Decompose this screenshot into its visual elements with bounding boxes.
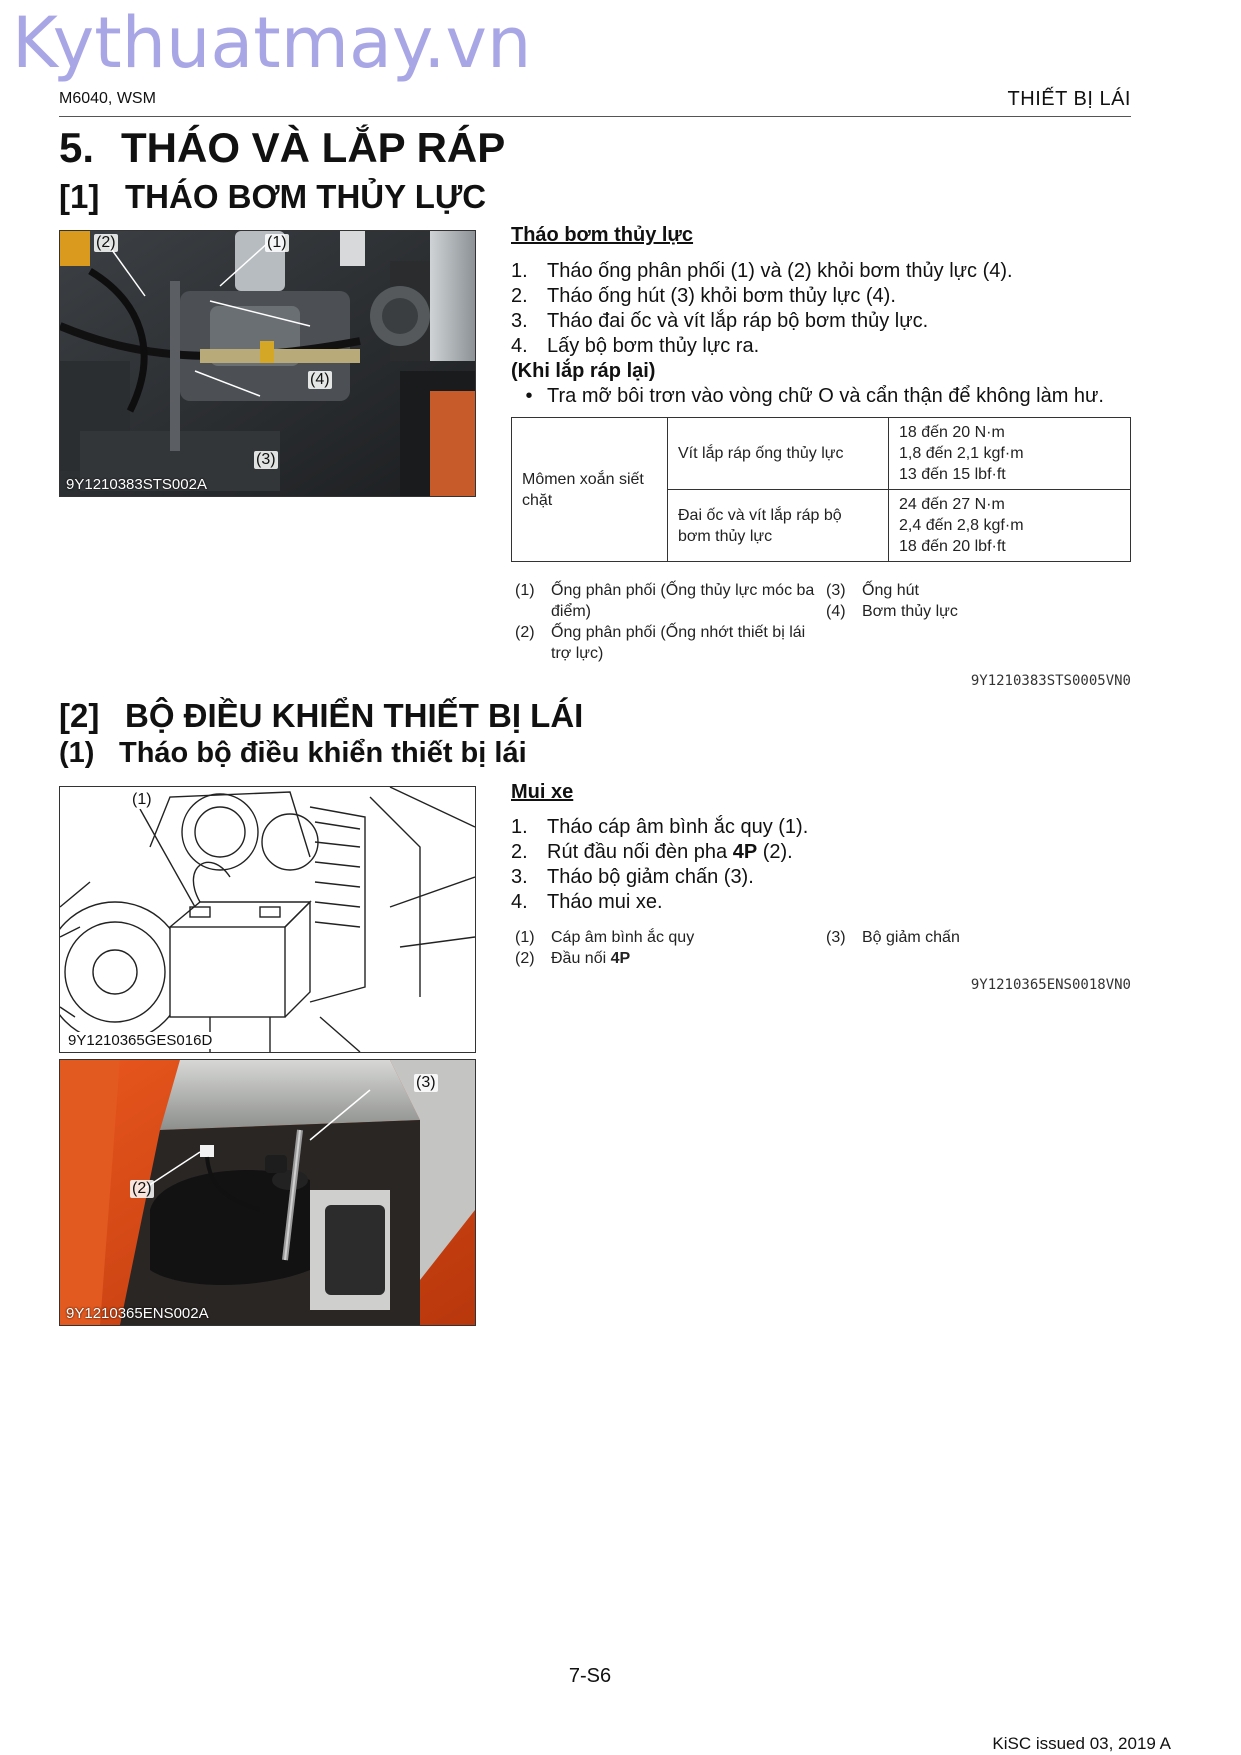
figure-code: 9Y1210365ENS002A xyxy=(66,1305,209,1322)
legend-item: (3) Ống hút xyxy=(826,582,919,599)
battery-drawing xyxy=(59,786,476,1053)
callout-3: (3) xyxy=(256,451,276,468)
subsection-heading xyxy=(59,737,527,770)
subsection-title: Tháo bộ điều khiển thiết bị lái xyxy=(119,737,527,769)
figure-code: 9Y1210383STS002A xyxy=(66,476,207,493)
reassembly-note: • Tra mỡ bôi trơn vào vòng chữ O và cẩn thận để không làm hư. xyxy=(525,385,1104,407)
step-item: 2. Tháo ống hút (3) khỏi bơm thủy lực (4). xyxy=(511,285,896,307)
part2-heading xyxy=(59,697,583,735)
part1-heading xyxy=(59,178,486,216)
callout-2: (2) xyxy=(132,1180,152,1197)
torque-values: 18 đến 20 N·m 1,8 đến 2,1 kgf·m 13 đến 15 lbf·ft xyxy=(889,418,1131,490)
figure-code: 9Y1210365GES016D xyxy=(68,1032,213,1049)
legend-item: (2) Ống phân phối (Ống nhớt thiết bị lái trợ lực) xyxy=(515,624,806,662)
step-item: 4. Lấy bộ bơm thủy lực ra. xyxy=(511,335,760,357)
torque-item: Đai ốc và vít lắp ráp bộ bơm thủy lực xyxy=(668,490,889,562)
torque-values: 24 đến 27 N·m 2,4 đến 2,8 kgf·m 18 đến 20 lbf·ft xyxy=(889,490,1131,562)
procedure-title: Mui xe xyxy=(511,781,574,803)
reassembly-title: (Khi lắp ráp lại) xyxy=(511,360,656,382)
step-item: 3. Tháo bộ giảm chấn (3). xyxy=(511,866,754,888)
part2-number: [2] xyxy=(59,697,100,734)
callout-1: (1) xyxy=(267,234,287,251)
subsection-number: (1) xyxy=(59,737,95,769)
legend-right xyxy=(826,580,1126,622)
doc-code: 9Y1210383STS0005VN0 xyxy=(970,673,1131,689)
issued-note: KiSC issued 03, 2019 A xyxy=(992,1734,1171,1753)
procedure-steps xyxy=(511,259,1131,409)
header-chapter: THIẾT BỊ LÁI xyxy=(1007,88,1131,110)
step-item: 3. Tháo đai ốc và vít lắp ráp bộ bơm thủy lực. xyxy=(511,310,929,332)
section-number: 5. xyxy=(59,124,95,171)
legend-left xyxy=(515,927,815,969)
watermark: Kythuatmay.vn xyxy=(12,2,532,84)
page-number: 7-S6 xyxy=(568,1665,612,1687)
step-item: 2. Rút đầu nối đèn pha 4P (2). xyxy=(511,841,793,863)
doc-code: 9Y1210365ENS0018VN0 xyxy=(970,977,1131,993)
legend-left xyxy=(515,580,815,664)
section-title xyxy=(59,124,505,172)
legend-item: (1) Cáp âm bình ắc quy xyxy=(515,929,695,946)
legend-right xyxy=(826,927,1126,948)
torque-item: Vít lắp ráp ống thủy lực xyxy=(668,418,889,490)
torque-label: Mômen xoắn siết chặt xyxy=(512,418,668,562)
part2-title: BỘ ĐIỀU KHIỂN THIẾT BỊ LÁI xyxy=(125,697,584,734)
part1-title: THÁO BƠM THỦY LỰC xyxy=(125,178,487,215)
section-title-text: THÁO VÀ LẮP RÁP xyxy=(121,124,506,171)
callout-1: (1) xyxy=(132,791,152,808)
callout-3: (3) xyxy=(416,1074,436,1091)
torque-table xyxy=(511,417,1131,562)
hydraulic-pump-photo xyxy=(59,230,476,497)
step-item: 1. Tháo ống phân phối (1) và (2) khỏi bơm thủy lực (4). xyxy=(511,260,1013,282)
step-item: 4. Tháo mui xe. xyxy=(511,891,663,913)
legend-item: (4) Bơm thủy lực xyxy=(826,603,958,620)
header-divider xyxy=(59,116,1131,117)
part1-number: [1] xyxy=(59,178,100,215)
procedure-title: Tháo bơm thủy lực xyxy=(511,224,694,246)
header-model: M6040, WSM xyxy=(59,90,156,107)
legend-item: (3) Bộ giảm chấn xyxy=(826,929,960,946)
procedure-steps xyxy=(511,815,1131,915)
legend-item: (1) Ống phân phối (Ống thủy lực móc ba điểm) xyxy=(515,582,815,620)
step-item: 1. Tháo cáp âm bình ắc quy (1). xyxy=(511,816,809,838)
legend-item: (2) Đầu nối 4P xyxy=(515,950,631,967)
callout-2: (2) xyxy=(96,234,116,251)
callout-4: (4) xyxy=(310,371,330,388)
hood-photo xyxy=(59,1059,476,1326)
